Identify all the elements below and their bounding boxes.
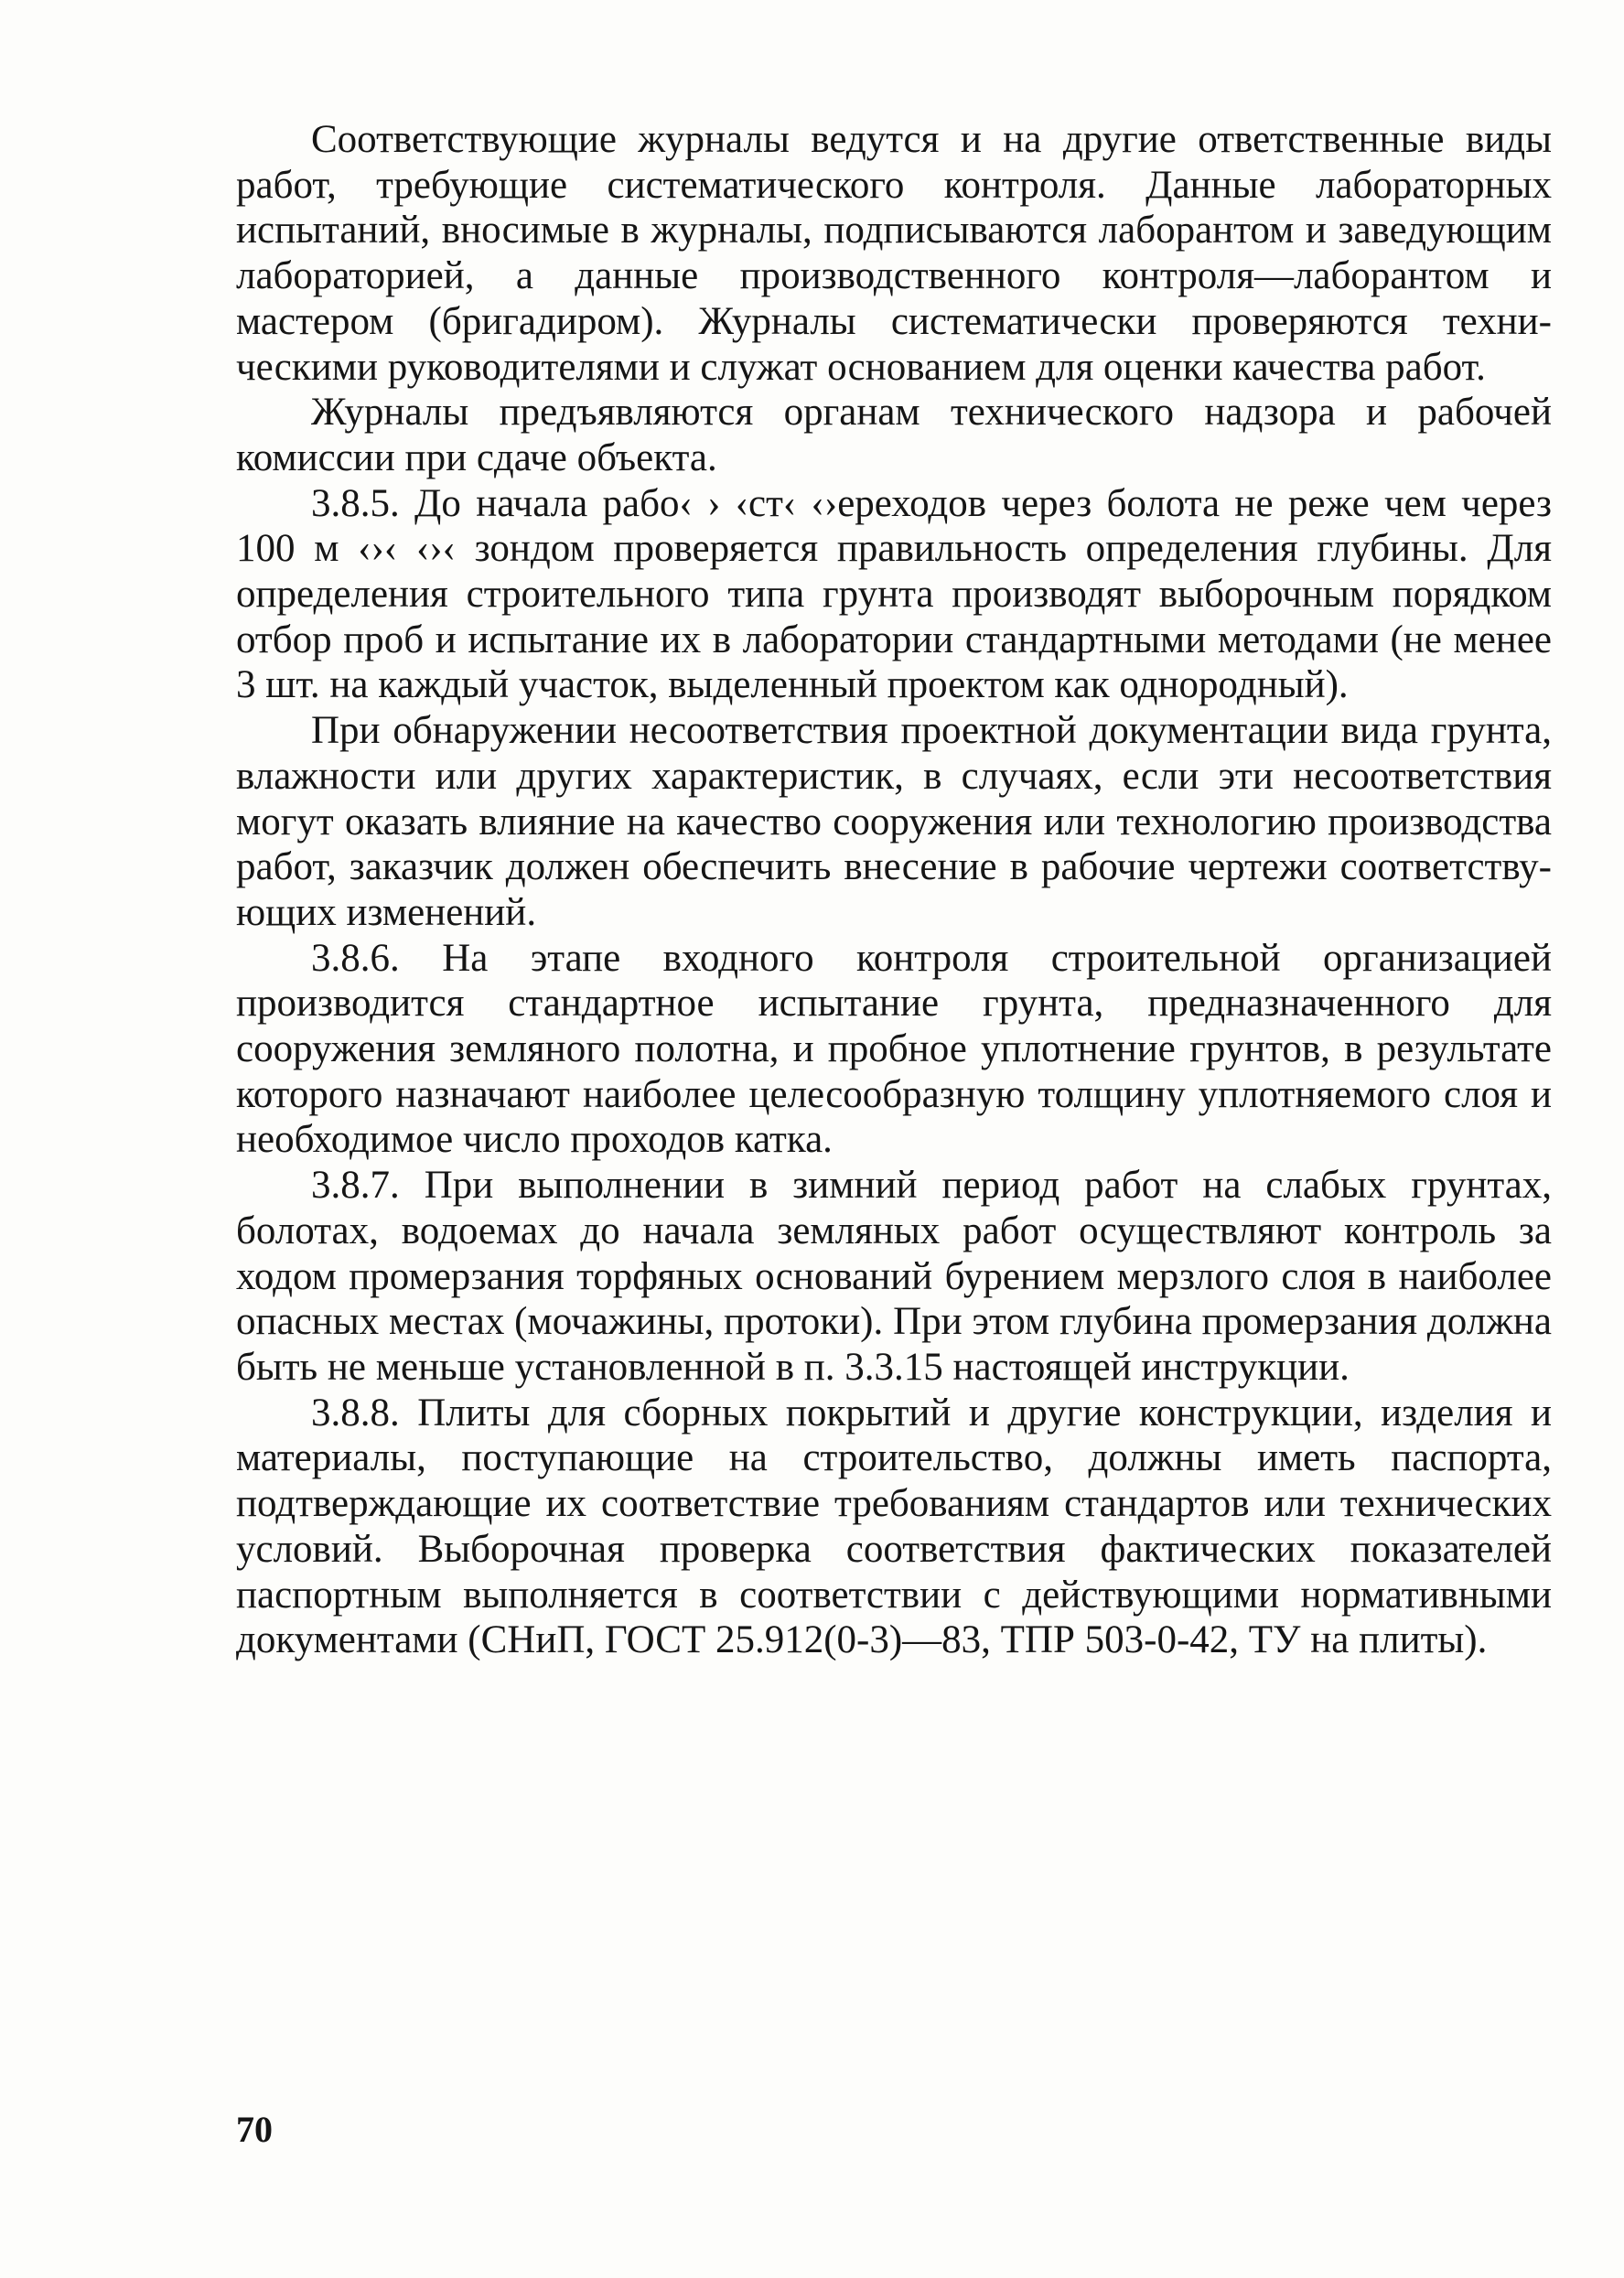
body-text xyxy=(236,117,1552,1663)
paragraph-nonconformity: При обнаружении несоответствия проектной документации вида грунта, влажности или других характеристик, в случаях, если эти несоответствия могут оказать влияние на качество сооружения или технологию производства работ, заказчик должен обеспечить внесение в рабочие чертежи соответствующих изменений. xyxy=(236,709,1552,934)
page-number: 70 xyxy=(236,2109,273,2150)
paragraph-3-8-7: 3.8.7. При выполнении в зимний период работ на слабых грунтах, болотах, водоемах до начала земляных работ осуществляют контроль за ходом промерзания торфяных оснований бурением мерзлого слоя в наиболее опасных местах (мочажины, протоки). При этом глубина промерзания должна быть не меньше установленной в п. 3.3.15 настоящей инструкции. xyxy=(236,1164,1552,1389)
paragraph-3-8-6: 3.8.6. На этапе входного контроля строительной организацией производится стандартное испытание грунта, предназначенного для сооружения земляного полотна, и пробное уплотнение грунтов, в результате которого назначают наиболее целесообразную толщину уплотняемого слоя и необходимое число проходов катка. xyxy=(236,936,1552,1162)
paragraph-3-8-5: 3.8.5. До начала рабо‹ › ‹ст‹ ‹›ереходов через болота не реже чем через 100 м ‹›‹ ‹›‹ зондом проверяется правильность определения глубины. Для определения строительного типа грунта производят выборочным порядком отбор проб и испытание их в лаборатории стандартными методами (не менее 3 шт. на каждый участок, выделенный проектом как однородный). xyxy=(236,481,1552,707)
paragraph-3-8-8: 3.8.8. Плиты для сборных покрытий и другие конструкции, изделия и материалы, поступающие на строительство, должны иметь паспорта, подтверждающие их соответствие требованиям стандартов или технических условий. Выборочная проверка соответствия фактических показателей паспортным выполняется в соответствии с действующими нормативными документами (СНиП, ГОСТ 25.912(0-3)—83, ТПР 503-0-42, ТУ на плиты). xyxy=(236,1391,1552,1662)
paragraph-journals-other-works: Соответствующие журналы ведутся и на другие ответственные виды работ, требующие систематического контроля. Данные лабораторных испытаний, вносимые в журналы, подписываются лаборантом и заведующим лабораторией, а данные производственного контроля—лаборантом и мастером (бригадиром). Журналы систематически проверяются техническими руководителями и служат основанием для оценки качества работ. xyxy=(236,118,1552,389)
paragraph-journals-presented: Журналы предъявляются органам технического надзора и рабочей комиссии при сдаче объекта. xyxy=(236,391,1552,479)
